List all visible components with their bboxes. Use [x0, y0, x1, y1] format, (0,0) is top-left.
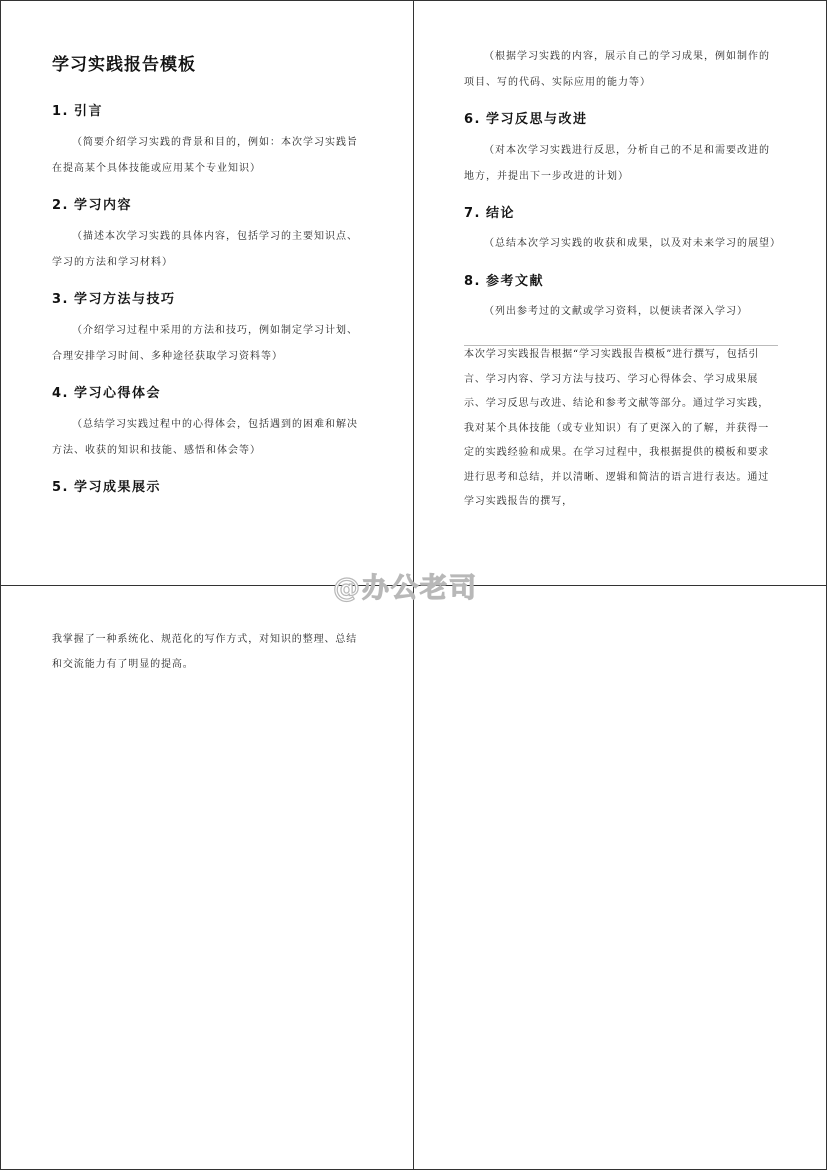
section-desc-1: （简要介绍学习实践的背景和目的，例如：本次学习实践旨在提高某个具体技能或应用某个专业知识） [52, 137, 358, 174]
section-title: 结论 [486, 206, 516, 221]
section-number: 8. [464, 274, 481, 289]
document-title: 学习实践报告模板 [52, 55, 196, 75]
section-desc-2: （描述本次学习实践的具体内容，包括学习的主要知识点、学习的方法和学习材料） [52, 231, 358, 268]
summary-paragraph-part1: 本次学习实践报告根据“学习实践报告模板”进行撰写，包括引言、学习内容、学习方法与技巧、学习心得体会、学习成果展示、学习反思与改进、结论和参考文献等部分。通过学习实践，我对某个具体技能（或专业知识）有了更深入的了解，并获得一定的实践经验和成果。在学习过程中，我根据提供的模板和要求进行思考和总结，并以清晰、逻辑和简洁的语言进行表达。通过学习实践报告的撰写， [464, 349, 770, 507]
watermark: @办公老司 [333, 573, 478, 604]
section-number: 6. [464, 112, 481, 127]
section-desc-8: （列出参考过的文献或学习资料，以便读者深入学习） [484, 306, 748, 317]
section-heading-4 [52, 382, 161, 401]
section-desc-5: （根据学习实践的内容，展示自己的学习成果，例如制作的项目、写的代码、实际应用的能力等） [464, 51, 770, 88]
section-heading-1 [52, 100, 103, 119]
section-number: 7. [464, 206, 481, 221]
section-heading-6 [464, 108, 588, 127]
section-title: 学习心得体会 [74, 386, 162, 401]
section-number: 5. [52, 480, 69, 495]
section-title: 学习方法与技巧 [74, 292, 176, 307]
section-title: 学习成果展示 [74, 480, 162, 495]
section-heading-3 [52, 288, 176, 307]
section-number: 2. [52, 198, 69, 213]
section-desc-4: （总结学习实践过程中的心得体会，包括遇到的困难和解决方法、收获的知识和技能、感悟和体会等） [52, 419, 358, 456]
section-desc-3: （介绍学习过程中采用的方法和技巧，例如制定学习计划、合理安排学习时间、多种途径获取学习资料等） [52, 325, 358, 362]
section-desc-6: （对本次学习实践进行反思，分析自己的不足和需要改进的地方，并提出下一步改进的计划） [464, 145, 770, 182]
section-number: 3. [52, 292, 69, 307]
section-heading-5 [52, 476, 161, 495]
section-desc-7: （总结本次学习实践的收获和成果，以及对未来学习的展望） [484, 238, 781, 249]
section-heading-2 [52, 194, 132, 213]
section-heading-8 [464, 270, 544, 289]
section-title: 学习内容 [74, 198, 133, 213]
summary-paragraph-part2: 我掌握了一种系统化、规范化的写作方式，对知识的整理、总结和交流能力有了明显的提高。 [52, 634, 358, 670]
section-number: 4. [52, 386, 69, 401]
section-title: 参考文献 [486, 274, 545, 289]
section-number: 1. [52, 104, 69, 119]
section-title: 学习反思与改进 [486, 112, 588, 127]
section-heading-7 [464, 202, 515, 221]
section-title: 引言 [74, 104, 104, 119]
